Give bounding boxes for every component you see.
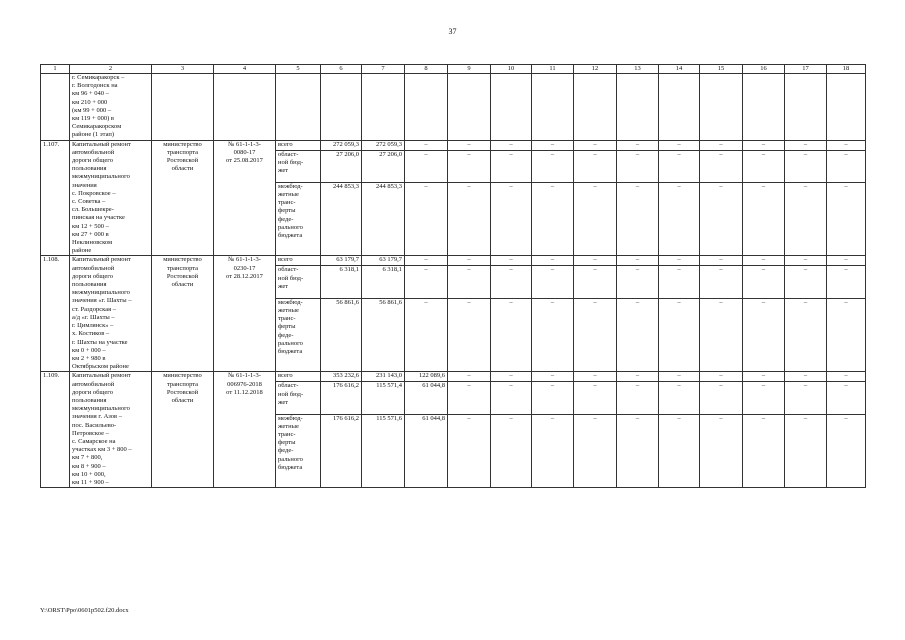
table-row [41,372,866,382]
dash-cell: – [659,256,700,266]
dash-cell: – [491,266,532,298]
amount-c6: 176 616,2 [321,382,362,414]
item-name: Капитальный ремонт автомобильной дороги общего пользования межмуниципального значения с. Покровское – с. Советка – сл. Большекре- пинская на участке км 12 + 500 – км 27 + 000 в Неклиновском районе [70,140,152,256]
dash-cell: – [574,382,617,414]
program-table [40,64,866,488]
dash-cell: – [827,266,866,298]
dash-cell: – [659,266,700,298]
table-row [41,256,866,266]
dash-cell: – [491,372,532,382]
item-name: Капитальный ремонт автомобильной дороги общего пользования межмуниципального значения г. Азов – пос. Васильево- Петровское – с. Самарское на участках км 3 + 800 – км 7 + 800, км 8 + 900 – км 10 + 000, км 11 + 900 – [70,372,152,488]
dash-cell: – [827,140,866,150]
dash-cell: – [827,382,866,414]
column-number-7: 7 [362,65,405,74]
column-number-6: 6 [321,65,362,74]
dash-cell: – [785,150,827,182]
amount-c6: 27 206,0 [321,150,362,182]
dash-cell: – [700,150,743,182]
dash-cell: – [659,182,700,256]
item-number: 1.109. [41,372,70,488]
item-number: 1.108. [41,256,70,372]
dash-cell: – [827,372,866,382]
dash-cell: – [448,372,491,382]
dash-cell: – [743,150,785,182]
dash-cell: – [785,372,827,382]
funding-source-label: всего [276,256,321,266]
dash-cell: – [491,414,532,488]
dash-cell: – [532,382,574,414]
dash-cell: – [743,382,785,414]
dash-cell: – [617,298,659,372]
dash-cell: – [574,256,617,266]
dash-cell: – [785,414,827,488]
amount-c8: – [405,266,448,298]
amount-c7: 27 206,0 [362,150,405,182]
amount-c8: 61 044,8 [405,382,448,414]
funding-source-label: межбюд- жетные транс- ферты феде- рального бюджета [276,182,321,256]
item-contract: № 61-1-1-3- 0230-17 от 28.12.2017 [214,256,276,372]
dash-cell: – [659,150,700,182]
dash-cell: – [700,382,743,414]
dash-cell: – [827,414,866,488]
column-number-5: 5 [276,65,321,74]
dash-cell: – [617,256,659,266]
dash-cell: – [448,414,491,488]
page-number: 37 [448,27,457,36]
dash-cell: – [659,372,700,382]
dash-cell: – [785,266,827,298]
dash-cell: – [491,256,532,266]
amount-c8: – [405,298,448,372]
funding-source-label: межбюд- жетные транс- ферты феде- рального бюджета [276,414,321,488]
column-number-4: 4 [214,65,276,74]
dash-cell: – [700,266,743,298]
item-contract: № 61-1-1-3- 006976-2018 от 11.12.2018 [214,372,276,488]
dash-cell: – [574,372,617,382]
dash-cell: – [617,150,659,182]
column-number-16: 16 [743,65,785,74]
dash-cell: – [491,140,532,150]
dash-cell: – [827,256,866,266]
dash-cell: – [617,372,659,382]
amount-c7: 6 318,1 [362,266,405,298]
dash-cell: – [700,414,743,488]
dash-cell: – [574,150,617,182]
funding-source-label: межбюд- жетные транс- ферты феде- рального бюджета [276,298,321,372]
amount-c8: – [405,140,448,150]
column-number-10: 10 [491,65,532,74]
dash-cell: – [659,140,700,150]
column-number-17: 17 [785,65,827,74]
amount-c6: 244 853,3 [321,182,362,256]
column-number-14: 14 [659,65,700,74]
dash-cell: – [617,266,659,298]
dash-cell: – [617,182,659,256]
dash-cell: – [448,256,491,266]
dash-cell: – [659,414,700,488]
dash-cell: – [700,256,743,266]
dash-cell: – [532,140,574,150]
funding-source-label: всего [276,140,321,150]
item-customer: министерство транспорта Ростовской области [152,140,214,256]
item-contract: № 61-1-1-3- 0080-17 от 25.08.2017 [214,140,276,256]
table-row [41,140,866,150]
amount-c8: 122 089,6 [405,372,448,382]
dash-cell: – [700,372,743,382]
amount-c7: 244 853,3 [362,182,405,256]
dash-cell: – [743,266,785,298]
dash-cell: – [448,266,491,298]
dash-cell: – [532,256,574,266]
funding-source-label: област- ной бюд- жет [276,382,321,414]
dash-cell: – [743,182,785,256]
column-number-12: 12 [574,65,617,74]
dash-cell: – [785,140,827,150]
dash-cell: – [491,150,532,182]
dash-cell: – [532,414,574,488]
dash-cell: – [827,182,866,256]
amount-c8: – [405,150,448,182]
amount-c8: 61 044,8 [405,414,448,488]
funding-source-label: област- ной бюд- жет [276,266,321,298]
column-number-2: 2 [70,65,152,74]
amount-c8: – [405,256,448,266]
amount-c6: 63 179,7 [321,256,362,266]
dash-cell: – [532,266,574,298]
dash-cell: – [743,256,785,266]
dash-cell: – [743,140,785,150]
dash-cell: – [532,298,574,372]
amount-c7: 56 861,6 [362,298,405,372]
dash-cell: – [532,372,574,382]
dash-cell: – [785,256,827,266]
dash-cell: – [700,140,743,150]
dash-cell: – [659,298,700,372]
dash-cell: – [617,414,659,488]
column-number-13: 13 [617,65,659,74]
dash-cell: – [785,182,827,256]
continuation-name: г. Семикаракорск – г. Волгодонск на км 96 + 040 – км 210 + 000 (км 99 + 000 – км 119 + 000) в Семикаракорском районе (1 этап) [70,74,152,141]
amount-c6: 56 861,6 [321,298,362,372]
amount-c8: – [405,182,448,256]
dash-cell: – [574,182,617,256]
dash-cell: – [827,298,866,372]
dash-cell: – [532,182,574,256]
funding-source-label: всего [276,372,321,382]
amount-c7: 115 571,6 [362,414,405,488]
dash-cell: – [574,140,617,150]
dash-cell: – [617,140,659,150]
column-number-3: 3 [152,65,214,74]
dash-cell: – [785,382,827,414]
amount-c6: 176 616,2 [321,414,362,488]
amount-c6: 353 232,6 [321,372,362,382]
dash-cell: – [448,382,491,414]
dash-cell: – [700,182,743,256]
column-number-18: 18 [827,65,866,74]
column-number-8: 8 [405,65,448,74]
amount-c6: 272 059,3 [321,140,362,150]
dash-cell: – [448,298,491,372]
item-customer: министерство транспорта Ростовской области [152,372,214,488]
dash-cell: – [491,298,532,372]
dash-cell: – [574,414,617,488]
amount-c7: 272 059,3 [362,140,405,150]
dash-cell: – [448,150,491,182]
dash-cell: – [491,382,532,414]
dash-cell: – [743,372,785,382]
amount-c6: 6 318,1 [321,266,362,298]
column-number-row [41,65,866,74]
column-number-15: 15 [700,65,743,74]
item-customer: министерство транспорта Ростовской области [152,256,214,372]
dash-cell: – [574,266,617,298]
amount-c7: 231 143,0 [362,372,405,382]
dash-cell: – [617,382,659,414]
dash-cell: – [700,298,743,372]
column-number-1: 1 [41,65,70,74]
dash-cell: – [491,182,532,256]
item-number: 1.107. [41,140,70,256]
dash-cell: – [659,382,700,414]
continuation-row [41,74,866,141]
amount-c7: 115 571,4 [362,382,405,414]
item-name: Капитальный ремонт автомобильной дороги общего пользования межмуниципального значения «г. Шахты – ст. Раздорская – а/д «г. Шахты – г. Цимлянск» – х. Костиков – г. Шахты на участке км 0 + 000 – км 2 + 980 в Октябрьском районе [70,256,152,372]
dash-cell: – [448,140,491,150]
dash-cell: – [785,298,827,372]
dash-cell: – [743,414,785,488]
funding-source-label: област- ной бюд- жет [276,150,321,182]
file-path-footer: Y:\ORST\Ppo\0601p502.f20.docx [40,607,129,614]
dash-cell: – [448,182,491,256]
dash-cell: – [827,150,866,182]
dash-cell: – [743,298,785,372]
amount-c7: 63 179,7 [362,256,405,266]
dash-cell: – [532,150,574,182]
column-number-9: 9 [448,65,491,74]
column-number-11: 11 [532,65,574,74]
dash-cell: – [574,298,617,372]
